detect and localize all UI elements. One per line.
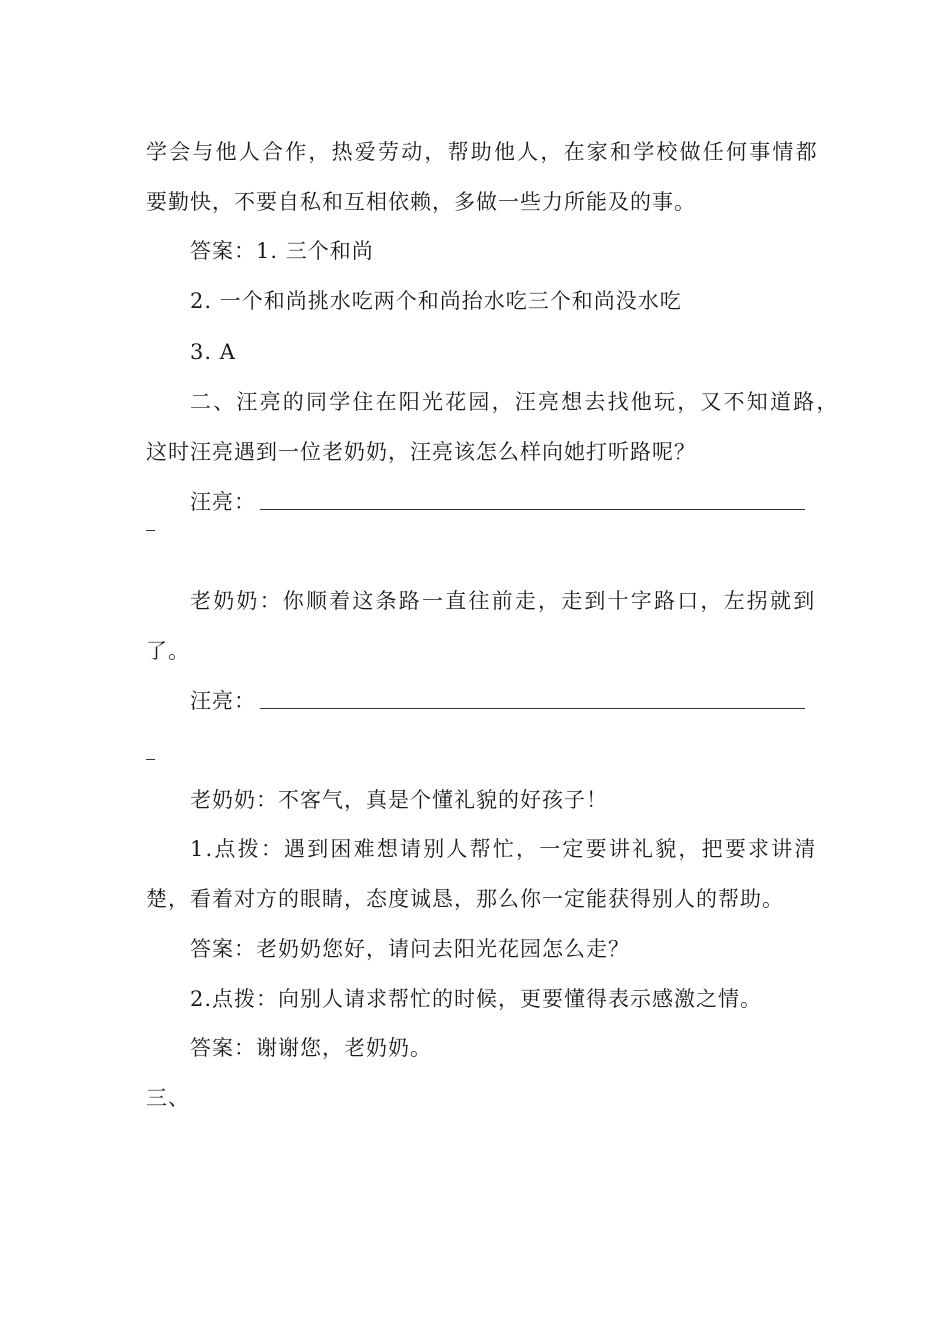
answer-line: 2. 一个和尚挑水吃两个和尚抬水吃三个和尚没水吃 [190,289,682,313]
dialogue-speaker: 汪亮： [190,490,256,514]
dialogue-line: 了。 [146,639,190,663]
answer-blank-continuation [146,530,155,531]
hint-line: 楚，看着对方的眼睛，态度诚恳，那么你一定能获得别人的帮助。 [146,887,784,911]
section-heading: 三、 [146,1086,190,1110]
answer-blank-line [260,509,805,510]
answer-line: 答案：老奶奶您好，请问去阳光花园怎么走？ [190,937,630,961]
answer-blank-continuation [146,759,155,760]
answer-blank-line [260,708,805,709]
section-heading-line: 二、汪亮的同学住在阳光花园，汪亮想去找他玩，又不知道路， [190,390,840,414]
paragraph-line: 这时汪亮遇到一位老奶奶，汪亮该怎么样向她打听路呢？ [146,440,696,464]
answer-line: 答案：1. 三个和尚 [190,239,374,263]
dialogue-line: 老奶奶：不客气，真是个懂礼貌的好孩子！ [190,788,608,812]
paragraph-line: 学会与他人合作，热爱劳动，帮助他人，在家和学校做任何事情都 [146,140,819,164]
paragraph-line: 要勤快，不要自私和互相依赖，多做一些力所能及的事。 [146,190,696,214]
hint-line: 1.点拨：遇到困难想请别人帮忙，一定要讲礼貌，把要求讲清 [190,837,818,861]
answer-line: 答案：谢谢您，老奶奶。 [190,1036,432,1060]
dialogue-speaker: 汪亮： [190,689,256,713]
hint-line: 2.点拨：向别人请求帮忙的时候，更要懂得表示感激之情。 [190,987,763,1011]
dialogue-line: 老奶奶：你顺着这条路一直往前走，走到十字路口，左拐就到 [190,589,817,613]
answer-line: 3. A [190,340,236,364]
